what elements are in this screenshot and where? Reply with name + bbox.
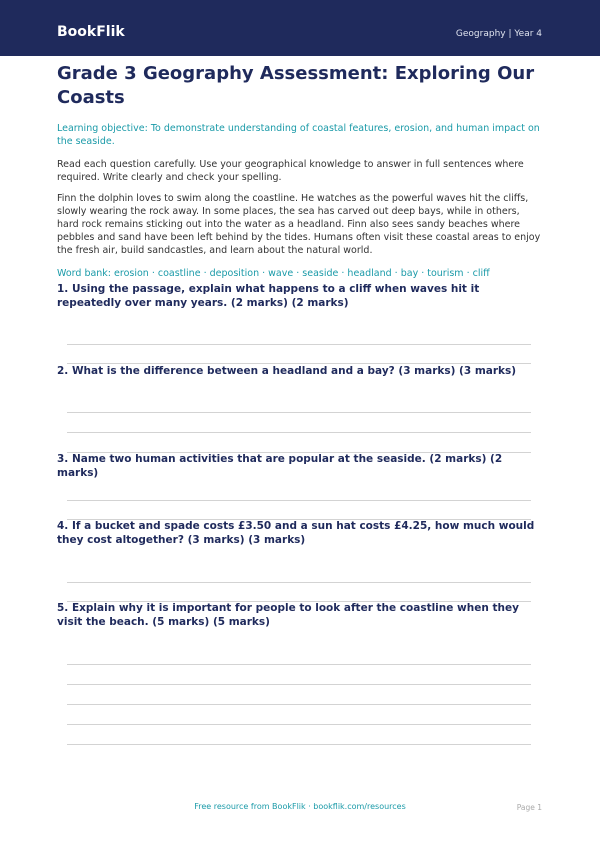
reading-passage: Finn the dolphin loves to swim along the coastline. He watches as the powerful waves hit the cliffs, slowly wearing the rock away. In some places, the sea has carved out deep bays, while in others, hard rock remains sticking out into the water as a headland. Finn also sees sandy beaches where pebbles and sand have been left behind by the tides. Humans often visit these coastal areas to enjoy the fresh air, build sandcastles, and learn about the natural world.: [57, 193, 541, 256]
learning-objective: Learning objective: To demonstrate understanding of coastal features, erosion, and human impact on the seaside.: [57, 123, 540, 147]
answer-line[interactable]: [67, 724, 531, 725]
answer-line[interactable]: [67, 432, 531, 433]
answer-line[interactable]: [67, 684, 531, 685]
instructions: Read each question carefully. Use your geographical knowledge to answer in full sentences where required. Write clearly and check your spelling.: [57, 159, 524, 183]
answer-line[interactable]: [67, 412, 531, 413]
footer-resource-link[interactable]: Free resource from BookFlik · bookflik.com/resources: [194, 802, 406, 811]
question-4: 4. If a bucket and spade costs £3.50 and a sun hat costs £4.25, how much would they cost altogether? (3 marks) (3 marks): [57, 520, 535, 546]
question-1: 1. Using the passage, explain what happens to a cliff when waves hit it repeatedly over many years. (2 marks) (2 marks): [57, 283, 480, 309]
subject-label: Geography | Year 4: [455, 29, 542, 39]
answer-line[interactable]: [67, 500, 531, 501]
page-number: Page 1: [516, 803, 542, 812]
answer-line[interactable]: [67, 704, 531, 705]
answer-line[interactable]: [67, 664, 531, 665]
answer-line[interactable]: [67, 582, 531, 583]
intro-section: [57, 62, 543, 280]
brand-logo[interactable]: BookFlik: [57, 24, 125, 40]
answer-line[interactable]: [67, 744, 531, 745]
question-2: 2. What is the difference between a headland and a bay? (3 marks) (3 marks): [57, 365, 517, 377]
question-5: 5. Explain why it is important for people to look after the coastline when they visit the beach. (5 marks) (5 marks): [57, 602, 519, 628]
question-3: 3. Name two human activities that are popular at the seaside. (2 marks) (2 marks): [57, 453, 503, 479]
page-title: Grade 3 Geography Assessment: Exploring Our Coasts: [57, 63, 535, 108]
answer-line[interactable]: [67, 344, 531, 345]
word-bank: Word bank: erosion · coastline · deposition · wave · seaside · headland · bay · tourism · cliff: [57, 268, 490, 279]
header-bar: [0, 0, 600, 56]
